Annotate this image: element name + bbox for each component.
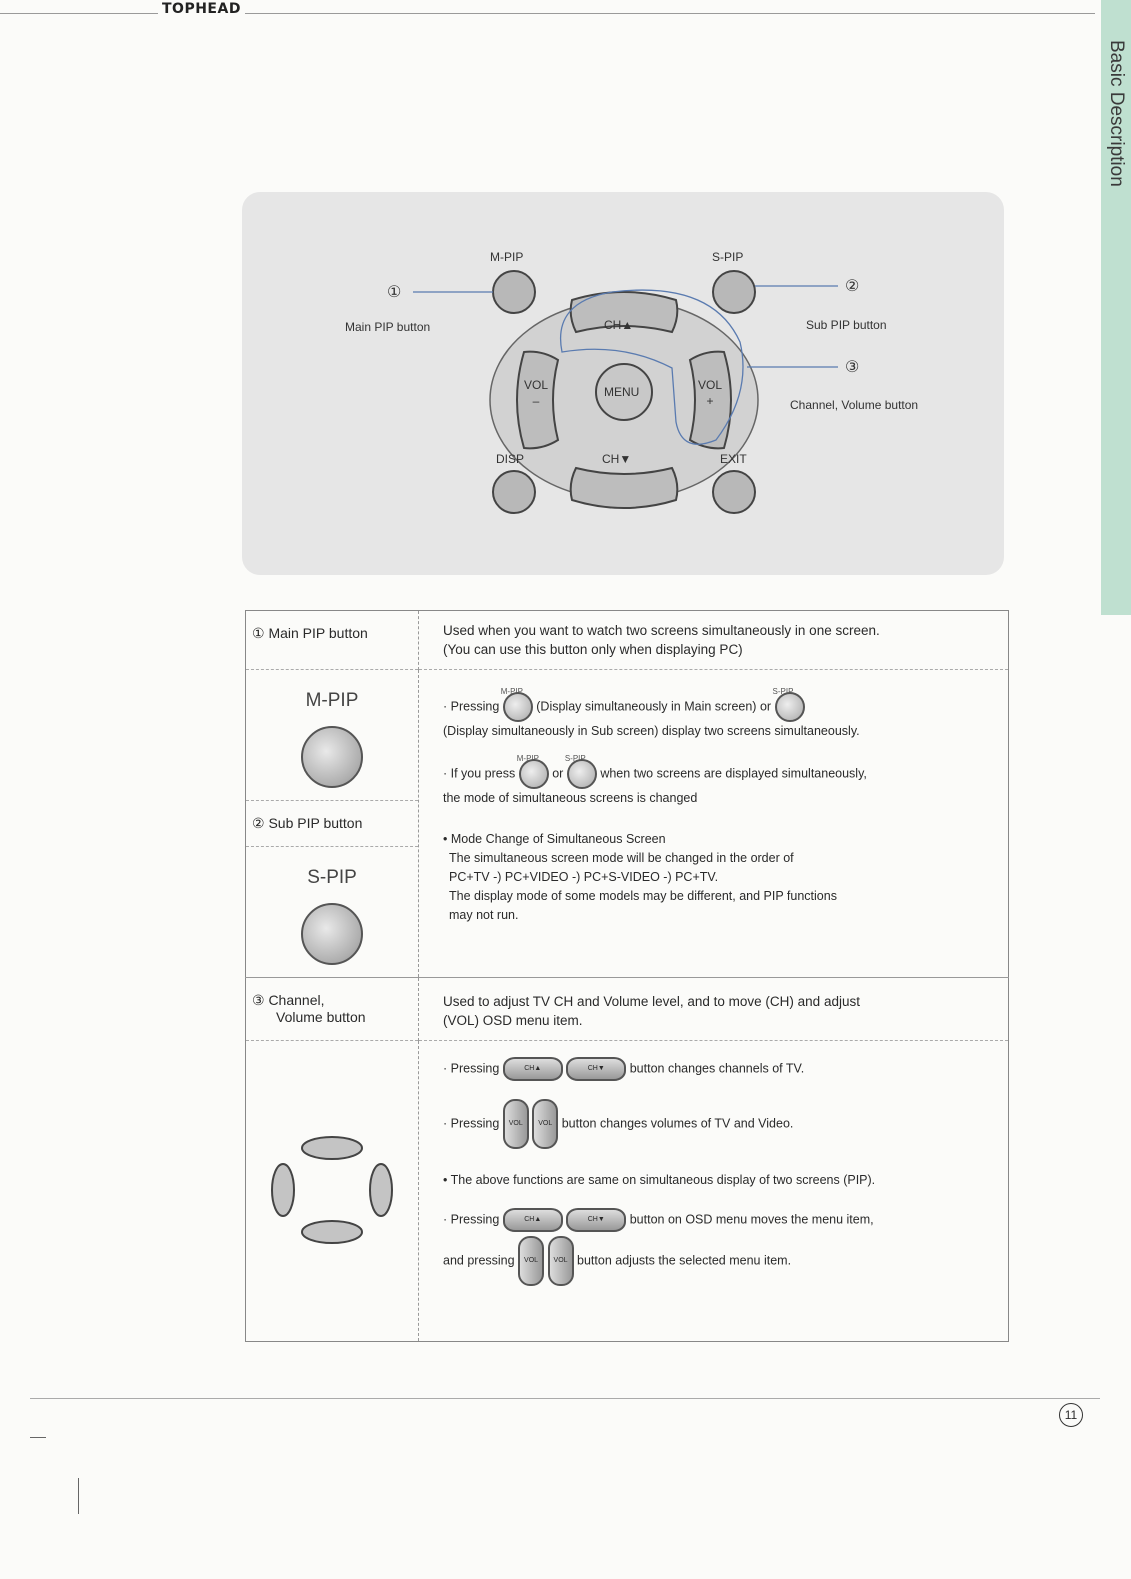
desc-text: · If you press <box>443 766 516 781</box>
ch-up-pill-icon: CH▲ <box>503 1057 563 1081</box>
s-pip-button-icon <box>301 903 363 965</box>
table-row <box>246 611 1009 670</box>
remote-illustration <box>242 192 1004 575</box>
m-pip-button-icon <box>301 726 363 788</box>
crop-mark <box>78 1478 79 1514</box>
row-label: ① Main PIP button <box>252 625 368 641</box>
vol-plus-pill-icon: VOL <box>532 1099 558 1149</box>
callout-2: ② <box>845 278 860 295</box>
inline-caption: M-PIP <box>516 754 539 763</box>
vol-minus-label: VOL – <box>524 378 549 408</box>
pip-paragraph-1 <box>443 687 984 741</box>
s-pip-inline-icon <box>772 687 805 722</box>
desc-text: The display mode of some models may be different, and PIP functions <box>449 889 837 903</box>
desc-text: (Display simultaneously in Sub screen) display two screens simultaneously. <box>443 724 860 738</box>
crop-mark <box>30 1437 46 1438</box>
desc-text: ③ Channel, <box>252 992 325 1008</box>
desc-line: (You can use this button only when displaying PC) <box>443 642 743 657</box>
vol-plus-pill-icon: VOL <box>548 1236 574 1286</box>
callout-3: ③ <box>845 359 860 376</box>
desc-text: button on OSD menu moves the menu item, <box>629 1212 874 1227</box>
desc-line: Used to adjust TV CH and Volume level, and to move (CH) and adjust <box>443 994 860 1009</box>
exit-button <box>713 471 755 513</box>
callout-2-text: Sub PIP button <box>806 318 887 332</box>
mode-change-title: • Mode Change of Simultaneous Screen <box>443 832 666 846</box>
m-pip-title: M-PIP <box>305 690 359 711</box>
side-section-title: Basic Description <box>1106 40 1127 187</box>
ch-down-button <box>571 468 678 508</box>
ch-up-label: CH▲ <box>604 318 634 332</box>
menu-label: MENU <box>604 385 640 399</box>
table-row <box>246 1041 1009 1342</box>
disp-button <box>493 471 535 513</box>
desc-text: button changes channels of TV. <box>629 1061 805 1076</box>
desc-text: button changes volumes of TV and Video. <box>561 1116 794 1131</box>
remote-diagram <box>242 192 1004 575</box>
s-pip-inline-icon <box>564 754 597 789</box>
callout-1-text: Main PIP button <box>345 320 431 334</box>
inline-caption: M-PIP <box>500 687 523 696</box>
s-pip-label: S-PIP <box>712 250 744 264</box>
side-section-tab <box>1101 0 1131 615</box>
callout-3-text: Channel, Volume button <box>790 398 919 412</box>
desc-text: · Pressing <box>443 1212 500 1227</box>
vol-minus-pill-icon: VOL <box>503 1099 529 1149</box>
footer-rule <box>30 1398 1100 1399</box>
desc-text: button adjusts the selected menu item. <box>577 1253 792 1268</box>
s-pip-title: S-PIP <box>307 867 357 888</box>
table-row <box>246 978 1009 1041</box>
pip-paragraph-2 <box>443 754 984 808</box>
desc-text: · Pressing <box>443 1061 500 1076</box>
pip-description <box>419 670 1009 978</box>
desc-text: Volume button <box>276 1009 366 1025</box>
ch-down-pill-icon: CH▼ <box>566 1057 626 1081</box>
desc-text: PC+TV -) PC+VIDEO -) PC+S-VIDEO -) PC+TV. <box>449 870 719 884</box>
sub-pip-label: ② Sub PIP button <box>246 800 418 847</box>
channel-volume-icon <box>267 1130 397 1250</box>
desc-text: (Display simultaneously in Main screen) or <box>536 699 772 714</box>
vol-paragraph <box>443 1099 984 1149</box>
desc-text: when two screens are displayed simultaneously, <box>600 766 867 781</box>
osd-paragraph <box>443 1208 984 1286</box>
desc-line: Used when you want to watch two screens simultaneously in one screen. <box>443 623 880 638</box>
page-number: 11 <box>1059 1403 1083 1427</box>
ch-down-label: CH▼ <box>602 452 632 466</box>
desc-text: and pressing <box>443 1253 515 1268</box>
desc-line: (VOL) OSD menu item. <box>443 1013 583 1028</box>
m-pip-label: M-PIP <box>490 250 524 264</box>
osd-paragraph-line2 <box>443 1236 984 1286</box>
m-pip-inline-icon <box>516 754 549 789</box>
desc-text: · Pressing <box>443 699 500 714</box>
channel-volume-description <box>419 1041 1009 1342</box>
ch-down-pill-icon: CH▼ <box>566 1208 626 1232</box>
row-description <box>419 611 1009 670</box>
desc-text: · Pressing <box>443 1116 500 1131</box>
ch-up-pill-icon: CH▲ <box>503 1208 563 1232</box>
m-pip-inline-icon <box>500 687 533 722</box>
desc-text: or <box>552 766 564 781</box>
vol-minus-pill-icon: VOL <box>518 1236 544 1286</box>
m-pip-button <box>493 271 535 313</box>
row-description <box>419 978 1009 1041</box>
exit-label: EXIT <box>720 452 747 466</box>
brand-logo: TOPHEAD <box>158 1 245 17</box>
inline-caption: S-PIP <box>772 687 794 696</box>
channel-volume-visual <box>246 1041 419 1342</box>
pip-note: • The above functions are same on simultaneous display of two screens (PIP). <box>443 1173 876 1187</box>
desc-text: the mode of simultaneous screens is changed <box>443 791 698 805</box>
s-pip-button <box>713 271 755 313</box>
pip-visual-cell <box>246 670 419 978</box>
disp-label: DISP <box>496 452 525 466</box>
vol-plus-label: VOL + <box>698 378 723 408</box>
mode-change-text <box>443 849 984 925</box>
button-description-table <box>245 610 1009 1342</box>
row-label <box>246 978 419 1041</box>
callout-1: ① <box>387 284 402 301</box>
table-row <box>246 670 1009 978</box>
desc-text: may not run. <box>449 908 519 922</box>
ch-paragraph <box>443 1057 984 1081</box>
desc-text: The simultaneous screen mode will be changed in the order of <box>449 851 794 865</box>
inline-caption: S-PIP <box>564 754 586 763</box>
